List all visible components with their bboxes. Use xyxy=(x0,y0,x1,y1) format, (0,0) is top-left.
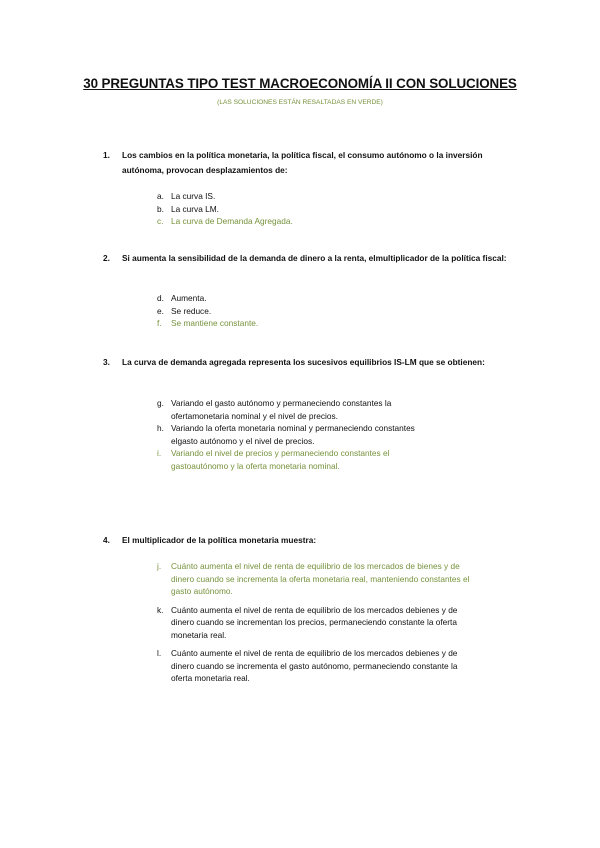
option-text: Aumenta. xyxy=(171,293,207,303)
question-text: La curva de demanda agregada representa los sucesivos equilibrios IS-LM que se obtienen: xyxy=(122,357,485,367)
option xyxy=(157,305,417,318)
option-text: Se reduce. xyxy=(171,305,212,316)
option-label: a. xyxy=(157,191,164,201)
page-subtitle: (LAS SOLUCIONES ESTÁN RESALTADAS EN VERDE) xyxy=(217,99,383,106)
question-number: 3. xyxy=(103,357,110,367)
question-text: Si aumenta la sensibilidad de la demanda de dinero a la renta, elmultiplicador de la política fiscal: xyxy=(122,253,507,263)
option-text: La curva LM. xyxy=(171,203,219,214)
option-text: Cuánto aumenta el nivel de renta de equilibrio de los mercados debienes y de dinero cuando se incrementan los precios, permaneciendo constante la oferta monetaria real. xyxy=(171,604,458,640)
option-label: i. xyxy=(157,448,162,458)
question-text: El multiplicador de la política monetaria muestra: xyxy=(122,535,317,545)
option xyxy=(157,292,417,305)
option-text: Se mantiene constante. xyxy=(171,318,259,328)
option xyxy=(157,422,417,447)
option-text: La curva IS. xyxy=(171,191,216,201)
option xyxy=(157,447,417,472)
option-label: l. xyxy=(157,648,162,658)
options-list xyxy=(157,292,417,330)
question-number: 1. xyxy=(103,150,110,160)
option xyxy=(157,560,477,598)
option xyxy=(157,604,477,642)
option xyxy=(157,203,417,216)
option-text: Variando la oferta monetaria nominal y permaneciendo constantes elgasto autónomo y el nivel de precios. xyxy=(171,423,415,446)
question-number: 4. xyxy=(103,535,110,545)
option xyxy=(157,190,417,203)
option-label: k. xyxy=(157,604,164,615)
option xyxy=(157,215,417,228)
option-label: j. xyxy=(157,561,162,571)
option-label: d. xyxy=(157,293,164,303)
options-list xyxy=(157,397,417,472)
option-text: Variando el nivel de precios y permaneciendo constantes el gastoautónomo y la oferta monetaria nominal. xyxy=(171,448,390,471)
option-text: La curva de Demanda Agregada. xyxy=(171,216,293,226)
option-label: c. xyxy=(157,216,164,226)
options-list xyxy=(157,190,417,228)
option-text: Cuánto aumenta el nivel de renta de equilibrio de los mercados de bienes y de dinero cuando se incrementa la oferta monetaria real, manteniendo constantes el gasto autónomo. xyxy=(171,561,470,596)
option xyxy=(157,647,477,685)
question-number: 2. xyxy=(103,253,110,263)
option xyxy=(157,397,417,422)
page-title: 30 PREGUNTAS TIPO TEST MACROECONOMÍA II CON SOLUCIONES xyxy=(83,76,517,91)
option-label: g. xyxy=(157,398,164,408)
option-label: e. xyxy=(157,305,164,316)
question-text: Los cambios en la política monetaria, la política fiscal, el consumo autónomo o la inversión autónoma, provocan desplazamientos de: xyxy=(122,150,483,175)
option-text: Variando el gasto autónomo y permaneciendo constantes la ofertamonetaria nominal y el nivel de precios. xyxy=(171,398,392,421)
option xyxy=(157,317,417,330)
options-list xyxy=(157,560,477,685)
option-text: Cuánto aumente el nivel de renta de equilibrio de los mercados debienes y de dinero cuando se incrementa el gasto autónomo, permaneciendo constante la oferta monetaria real. xyxy=(171,648,458,683)
option-label: h. xyxy=(157,423,164,433)
option-label: f. xyxy=(157,318,162,328)
option-label: b. xyxy=(157,203,164,214)
